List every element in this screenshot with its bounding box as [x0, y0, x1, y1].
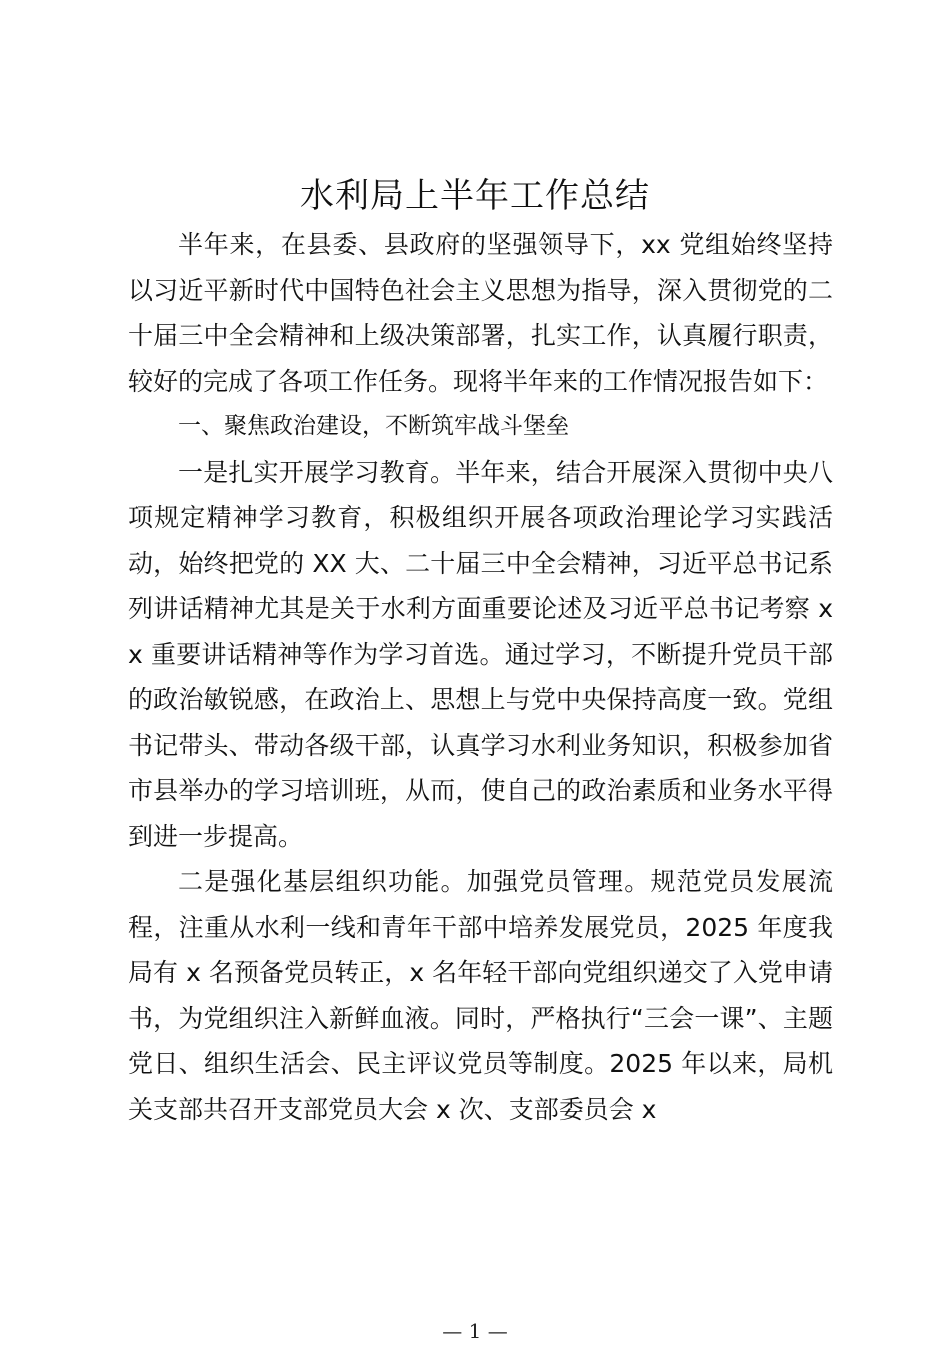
page-number: — 1 — — [442, 1319, 508, 1343]
organization-function-paragraph: 二是强化基层组织功能。加强党员管理。规范党员发展流程，注重从水利一线和青年干部中培养发展党员，2025 年度我局有 x 名预备党员转正，x 名年轻干部向党组织递交了入党申请书，为党组织注入新鲜血液。同时，严格执行“三会一课”、主题党日、组织生活会、民主评议党员等制度。2025 年以来，局机关支部共召开支部党员大会 x 次、支部委员会 x — [128, 867, 833, 1124]
document-title: 水利局上半年工作总结 — [300, 176, 650, 216]
section-heading: 一、聚焦政治建设，不断筑牢战斗堡垒 — [178, 413, 569, 439]
document-body — [128, 222, 833, 1132]
intro-paragraph: 半年来，在县委、县政府的坚强领导下，xx 党组始终坚持以习近平新时代中国特色社会主义思想为指导，深入贯彻党的二十届三中全会精神和上级决策部署，扎实工作，认真履行职责，较好的完成了各项工作任务。现将半年来的工作情况报告如下： — [128, 230, 833, 396]
study-education-paragraph: 一是扎实开展学习教育。半年来，结合开展深入贯彻中央八项规定精神学习教育，积极组织开展各项政治理论学习实践活动，始终把党的 XX 大、二十届三中全会精神，习近平总书记系列讲话精神尤其是关于水利方面重要论述及习近平总书记考察 xx 重要讲话精神等作为学习首选。通过学习，不断提升党员干部的政治敏锐感，在政治上、思想上与党中央保持高度一致。党组书记带头、带动各级干部，认真学习水利业务知识，积极参加省市县举办的学习培训班，从而，使自己的政治素质和业务水平得到进一步提高。 — [128, 457, 833, 851]
